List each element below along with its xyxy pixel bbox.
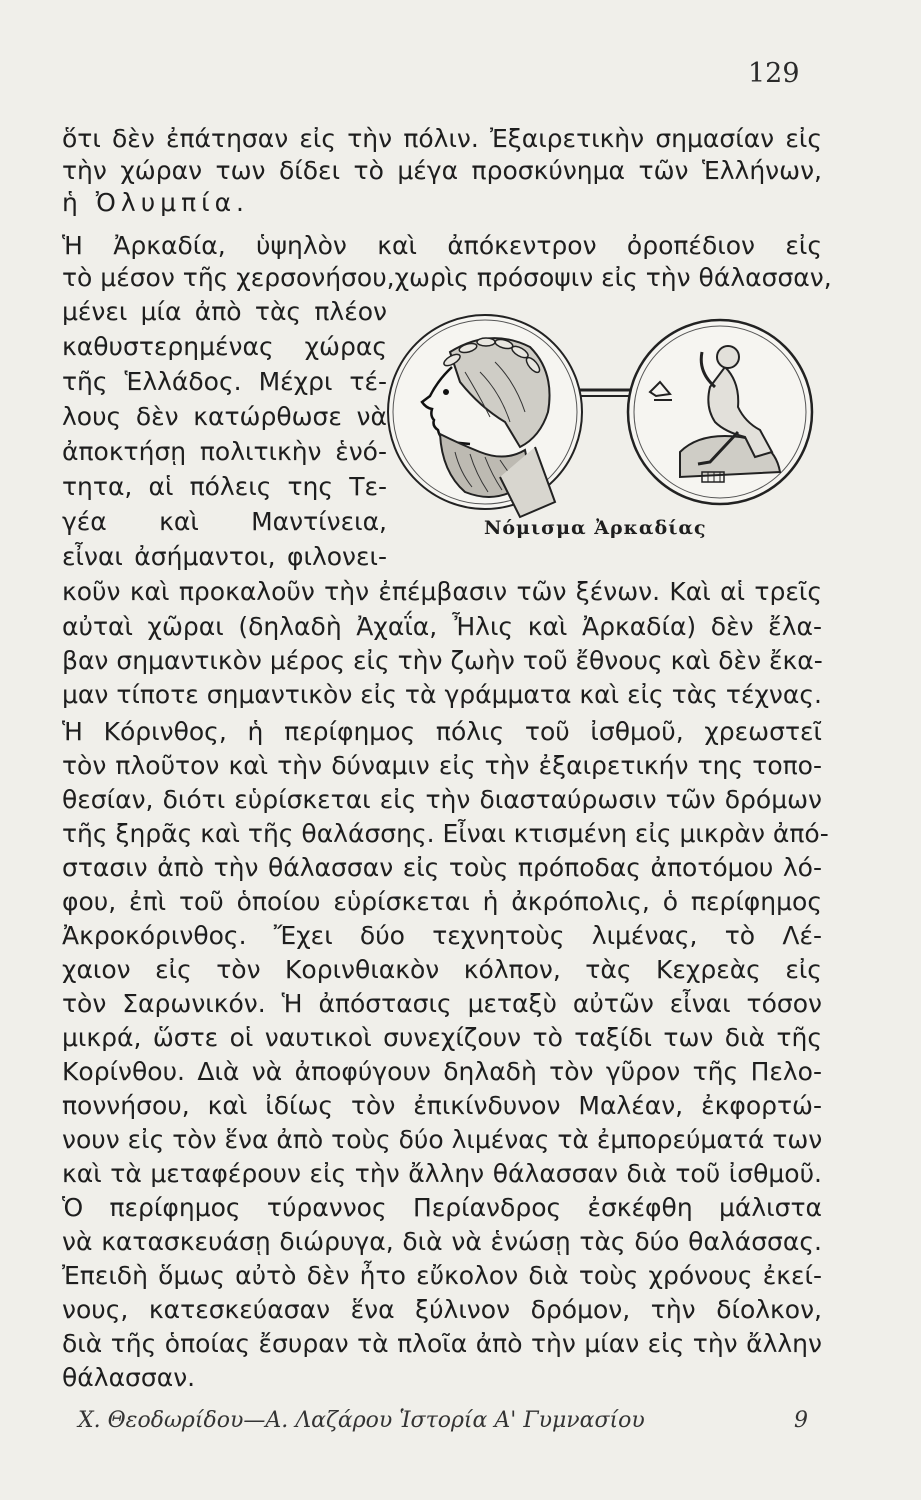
text-line: φου, ἐπὶ τοῦ ὁποίου εὑρίσκεται ἡ ἀκρόπολις, ὁ περίφημος <box>62 887 822 916</box>
text-line: τὸν Σαρωνικόν. Ἡ ἀπόστασις μεταξὺ αὐτῶν εἶναι τόσον <box>62 989 822 1018</box>
text-line: ὅτι δὲν ἐπάτησαν εἰς τὴν πόλιν. Ἐξαιρετικὴν σημασίαν εἰς <box>62 124 822 153</box>
text-line: μένει μία ἀπὸ τὰς πλέον <box>62 297 387 326</box>
figure-caption: Νόμισμα Ἀρκαδίας <box>484 517 707 539</box>
text-line: εἶναι ἀσήμαντοι, φιλονει- <box>62 542 387 571</box>
coin-zeus-head-icon <box>388 315 582 517</box>
text-line: τὸ μέσον τῆς χερσονήσου,χωρὶς πρόσοψιν εἰς τὴν θάλασσαν, <box>62 263 832 292</box>
text-line: γέα καὶ Μαντίνεια, <box>62 507 387 536</box>
text-line: νους, κατεσκεύασαν ἕνα ξύλινον δρόμον, τὴν δίολκον, <box>62 1295 822 1324</box>
text-line: Ἡ Ἀρκαδία, ὑψηλὸν καὶ ἀπόκεντρον ὀροπέδιον εἰς <box>62 231 822 260</box>
text-line: μαν τίποτε σημαντικὸν εἰς τὰ γράμματα καὶ εἰς τὰς τέχνας. <box>62 680 822 709</box>
footer-credit: Χ. Θεοδωρίδου—Α. Λαζάρου Ἱστορία Α' Γυμνασίου <box>78 1408 645 1433</box>
text-line: καὶ τὰ μεταφέρουν εἰς τὴν ἄλλην θάλασσαν διὰ τοῦ ἰσθμοῦ. <box>62 1159 822 1188</box>
text-line: Ὁ περίφημος τύραννος Περίανδρος ἐσκέφθη μάλιστα <box>62 1193 822 1222</box>
text-line: Ἡ Κόρινθος, ἡ περίφημος πόλις τοῦ ἰσθμοῦ, χρεωστεῖ <box>62 717 822 746</box>
text-line: αὐταὶ χῶραι (δηλαδὴ Ἀχαΐα, Ἦλις καὶ Ἀρκαδία) δὲν ἔλα- <box>62 612 822 641</box>
text-line: μικρά, ὥστε οἱ ναυτικοὶ συνεχίζουν τὸ ταξίδι των διὰ τῆς <box>62 1023 822 1052</box>
coin-illustration <box>380 312 830 552</box>
text-line: Κορίνθου. Διὰ νὰ ἀποφύγουν δηλαδὴ τὸν γῦρον τῆς Πελο- <box>62 1057 822 1086</box>
footer <box>78 1408 808 1433</box>
text-line: τὸν πλοῦτον καὶ τὴν δύναμιν εἰς τὴν ἐξαιρετικήν της τοπο- <box>62 751 822 780</box>
text-line: νουν εἰς τὸν ἕνα ἀπὸ τοὺς δύο λιμένας τὰ ἐμπορεύματά των <box>62 1125 823 1154</box>
text-line: βαν σημαντικὸν μέρος εἰς τὴν ζωὴν τοῦ ἔθνους καὶ δὲν ἔκα- <box>62 646 823 675</box>
text-line: ἡ Ὀλυμπία. <box>62 188 249 217</box>
text-line: στασιν ἀπὸ τὴν θάλασσαν εἰς τοὺς πρόποδας ἀποτόμου λό- <box>62 853 822 882</box>
page-number: 129 <box>748 58 800 89</box>
text-line: τῆς Ἑλλάδος. Μέχρι τέ- <box>62 367 387 396</box>
text-line: τητα, αἱ πόλεις της Τε- <box>62 472 387 501</box>
text-line: τὴν χώραν των δίδει τὸ μέγα προσκύνημα τῶν Ἑλλήνων, <box>62 156 822 185</box>
text-line: κοῦν καὶ προκαλοῦν τὴν ἐπέμβασιν τῶν ξένων. Καὶ αἱ τρεῖς <box>62 577 822 606</box>
signature-mark: 9 <box>794 1408 808 1433</box>
text-line: καθυστερημένας χώρας <box>62 332 387 361</box>
text-line: θάλασσαν. <box>62 1363 196 1392</box>
text-line: ἀποκτήσῃ πολιτικὴν ἑνό- <box>62 437 387 466</box>
text-line: θεσίαν, διότι εὑρίσκεται εἰς τὴν διασταύρωσιν τῶν δρόμων <box>62 785 822 814</box>
text-line: χαιον εἰς τὸν Κορινθιακὸν κόλπον, τὰς Κεχρεὰς εἰς <box>62 955 822 984</box>
coin-pan-seated-icon <box>628 320 812 504</box>
text-line: Ἐπειδὴ ὅμως αὐτὸ δὲν ἦτο εὔκολον διὰ τοὺς χρόνους ἐκεί- <box>62 1261 822 1290</box>
text-line: ποννήσου, καὶ ἰδίως τὸν ἐπικίνδυνον Μαλέαν, ἐκφορτώ- <box>62 1091 822 1120</box>
text-line: Ἀκροκόρινθος. Ἔχει δύο τεχνητοὺς λιμένας, τὸ Λέ- <box>62 921 822 950</box>
text-line: τῆς ξηρᾶς καὶ τῆς θαλάσσης. Εἶναι κτισμένη εἰς μικρὰν ἀπό- <box>62 819 829 848</box>
text-line: διὰ τῆς ὁποίας ἔσυραν τὰ πλοῖα ἀπὸ τὴν μίαν εἰς τὴν ἄλλην <box>62 1329 822 1358</box>
text-line: λους δὲν κατώρθωσε νὰ <box>62 402 387 431</box>
text-line: νὰ κατασκευάσῃ διώρυγα, διὰ νὰ ἑνώσῃ τὰς δύο θαλάσσας. <box>62 1227 822 1256</box>
